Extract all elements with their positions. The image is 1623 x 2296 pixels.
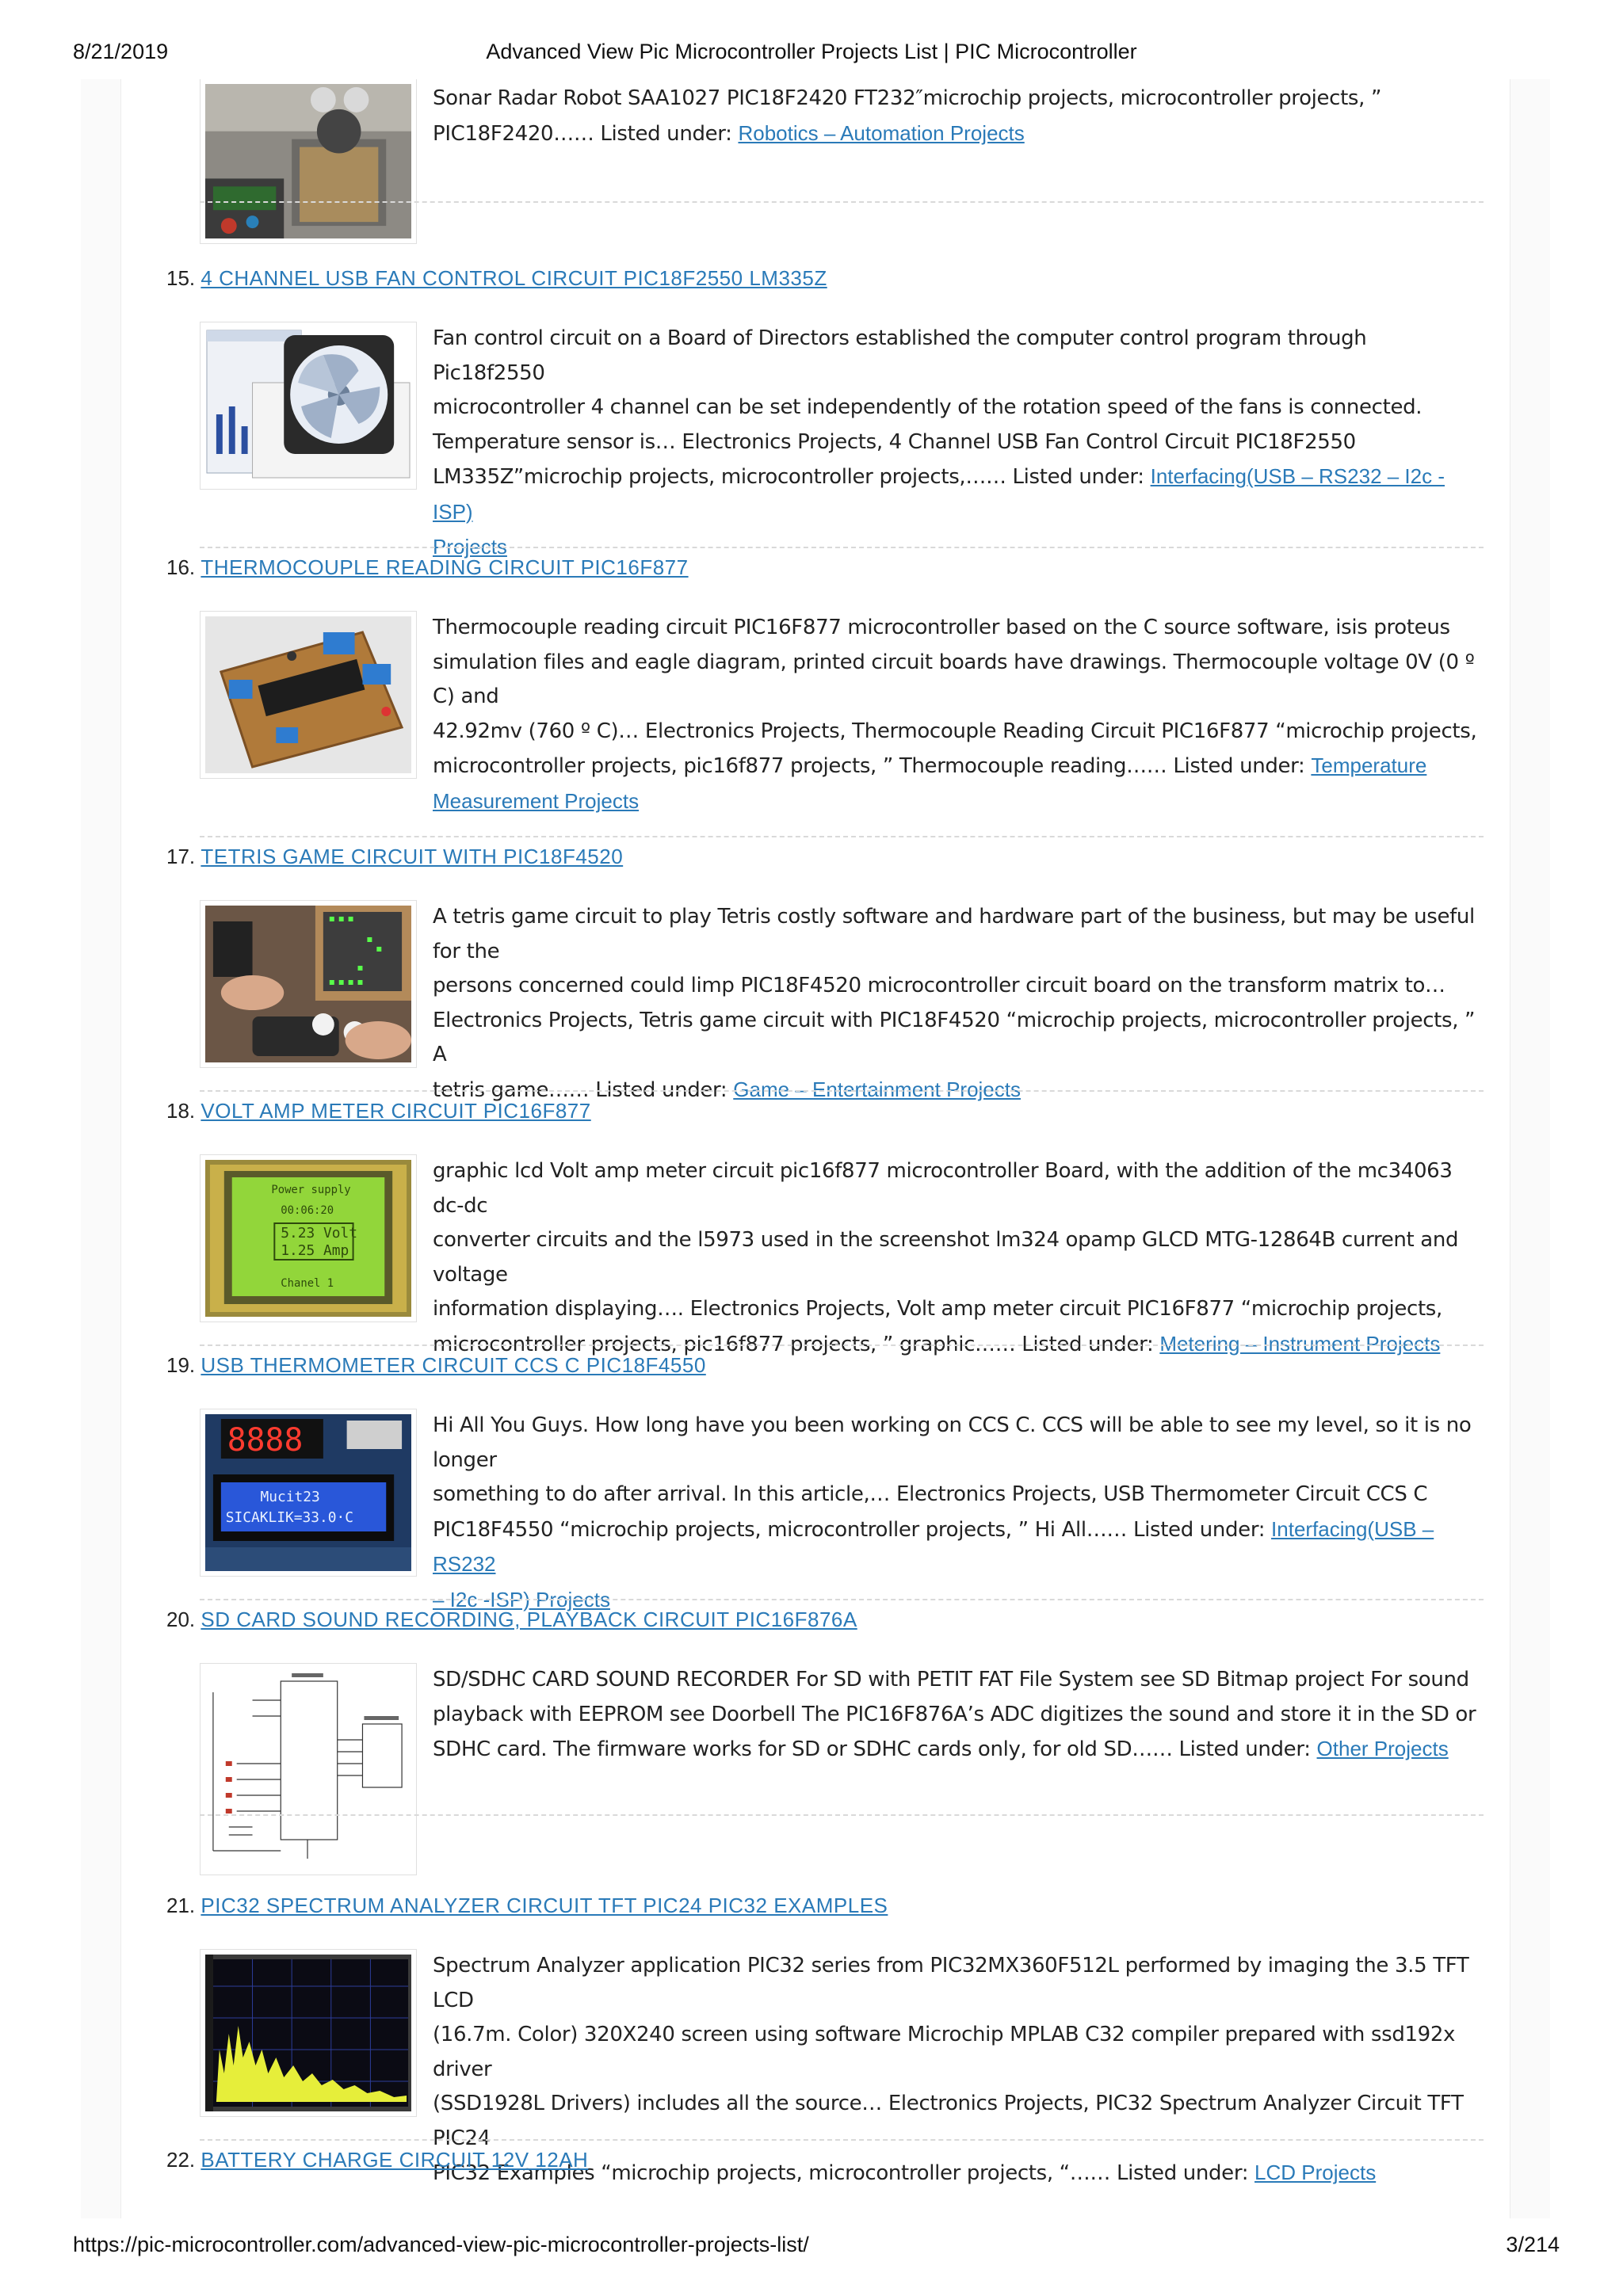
item-description-volt-amp: graphic lcd Volt amp meter circuit pic16f877 microcontroller Board, with the addition of the mc34063 dc-dc converter circuits and the l5973 used in the screenshot lm324 opamp GLCD MTG-12864B current and voltage information displaying…. Electronics Projects, Volt amp meter circuit PIC16F877 “microchip projects, microcontroller projects, pic16f877 projects, ” graphic…… Listed under: Metering – Instrument Projects (433, 1159, 1459, 1356)
list-item-title-16: 16. THERMOCOUPLE READING CIRCUIT PIC16F877 (166, 555, 689, 579)
item-thumbnail-sd-card[interactable] (200, 1663, 417, 1875)
project-link-battery-charge[interactable]: BATTERY CHARGE CIRCUIT 12V 12AH (200, 2148, 589, 2172)
page-number: 3/214 (1506, 2233, 1560, 2256)
sonar-robot-photo (205, 84, 411, 238)
project-link-sd-card-sound[interactable]: SD CARD SOUND RECORDING, PLAYBACK CIRCUIT PIC16F876A (200, 1608, 857, 1631)
list-item-title-22: 22. BATTERY CHARGE CIRCUIT 12V 12AH (166, 2148, 589, 2172)
list-item-title-15: 15. 4 CHANNEL USB FAN CONTROL CIRCUIT PIC18F2550 LM335Z (166, 266, 827, 290)
item-description-thermocouple: Thermocouple reading circuit PIC16F877 microcontroller based on the C source software, isis proteus simulation files and eagle diagram, printed circuit boards have drawings. Thermocouple voltage 0V (0 º C) and 42.92mv (760 º C)… Electronics Projects, Thermocouple Reading Circuit PIC16F877 “microchip projects, microcontroller projects, pic16f877 projects, ” Thermocouple reading…… Listed under: Temperature Measurement Projects (433, 616, 1477, 813)
print-title: Advanced View Pic Microcontroller Projects List | PIC Microcontroller (486, 40, 1137, 63)
glcd-volt-amp-photo (205, 1160, 411, 1317)
lcd-text: 1.25 Amp (281, 1241, 349, 1260)
category-link-interfacing-cont[interactable]: – I2c -ISP) Projects (433, 1587, 610, 1611)
item-thumbnail-tetris[interactable] (200, 900, 417, 1068)
project-link-usb-fan-control[interactable]: 4 CHANNEL USB FAN CONTROL CIRCUIT PIC18F2550 LM335Z (200, 266, 827, 290)
lcd-text: Mucit23 (260, 1488, 320, 1506)
lcd-text: SICAKLIK=33.0·C (225, 1508, 354, 1527)
list-item-title-19: 19. USB THERMOMETER CIRCUIT CCS C PIC18F4550 (166, 1353, 706, 1377)
project-link-tetris[interactable]: TETRIS GAME CIRCUIT WITH PIC18F4520 (200, 845, 624, 868)
seven-segment-digits: 8888 (227, 1421, 304, 1459)
category-link-temperature-cont[interactable]: Measurement Projects (433, 788, 640, 813)
project-link-usb-thermometer[interactable]: USB THERMOMETER CIRCUIT CCS C PIC18F4550 (200, 1353, 706, 1377)
item-description-usb-thermometer: Hi All You Guys. How long have you been working on CCS C. CCS will be able to see my level, so it is no longer something to do after arrival. In this article,… Electronics Projects, USB Thermometer Circuit CCS C PIC18F4550 “microchip projects, microcontroller projects, ” Hi All…… Listed under: Interfacing(USB – RS232 – I2c -ISP) Projects (433, 1413, 1472, 1611)
divider (200, 1599, 1484, 1600)
category-link-interfacing[interactable]: Interfacing(USB – RS232 (433, 1516, 1434, 1576)
list-item-title-21: 21. PIC32 SPECTRUM ANALYZER CIRCUIT TFT PIC24 PIC32 EXAMPLES (166, 1894, 888, 1917)
item-thumbnail-thermocouple[interactable] (200, 611, 417, 779)
divider (200, 201, 1484, 203)
item-thumbnail-usb-thermometer[interactable] (200, 1409, 417, 1577)
spectrum-analyzer-tft-photo (205, 1955, 411, 2111)
item-description-sonar-robot: Sonar Radar Robot SAA1027 PIC18F2420 FT232″microchip projects, microcontroller projects, ” PIC18F2420…… Listed under: Robotics – Automation Projects (433, 86, 1382, 146)
list-item-title-20: 20. SD CARD SOUND RECORDING, PLAYBACK CIRCUIT PIC16F876A (166, 1608, 857, 1631)
divider (200, 2139, 1484, 2141)
divider (200, 1814, 1484, 1816)
lcd-text: Chanel 1 (281, 1276, 334, 1291)
thermocouple-board-photo (205, 616, 411, 773)
category-link-game[interactable]: Game – Entertainment Projects (733, 1077, 1021, 1101)
print-url: https://pic-microcontroller.com/advanced-view-pic-microcontroller-projects-list/ (73, 2233, 809, 2256)
print-date: 8/21/2019 (73, 40, 169, 63)
list-item-title-18: 18. VOLT AMP METER CIRCUIT PIC16F877 (166, 1099, 591, 1123)
project-link-spectrum-analyzer[interactable]: PIC32 SPECTRUM ANALYZER CIRCUIT TFT PIC24 PIC32 EXAMPLES (200, 1894, 888, 1917)
print-header (0, 40, 1623, 71)
category-link-interfacing[interactable]: Interfacing(USB – RS232 – I2c -ISP) (433, 464, 1445, 524)
usb-thermometer-lcd-photo (205, 1414, 411, 1571)
item-description-tetris: A tetris game circuit to play Tetris costly software and hardware part of the business, but may be useful for the persons concerned could limp PIC18F4520 microcontroller circuit board on the transform matrix to… Electronics Projects, Tetris game circuit with PIC18F4520 “microchip projects, microcontroller projects, ” A tetris game…… Listed under: Game – Entertainment Projects (433, 905, 1476, 1102)
divider (200, 836, 1484, 837)
fan-software-screenshot (205, 327, 411, 484)
item-thumbnail-volt-amp[interactable] (200, 1154, 417, 1322)
item-description-spectrum-analyzer: Spectrum Analyzer application PIC32 series from PIC32MX360F512L performed by imaging the 3.5 TFT LCD (16.7m. Color) 320X240 screen using software Microchip MPLAB C32 compiler prepared with ssd192x driver (SSD1928L Drivers) includes all the source… Electronics Projects, PIC32 Spectrum Analyzer Circuit TFT PIC24 PIC32 Examples “microchip projects, microcontroller projects, “…… Listed under: LCD Projects (433, 1954, 1469, 2185)
item-description-usb-fan: Fan control circuit on a Board of Directors established the computer control program through Pic18f2550 microcontroller 4 channel can be set independently of the rotation speed of the fans is connected. Temperature sensor is… Electronics Projects, 4 Channel USB Fan Control Circuit PIC18F2550 LM335Z”microchip projects, microcontroller projects,…… Listed under: Interfacing(USB – RS232 – I2c -ISP) Projects (433, 326, 1445, 559)
divider (200, 1090, 1484, 1092)
divider (200, 547, 1484, 548)
divider (200, 1344, 1484, 1346)
list-item-title-17: 17. TETRIS GAME CIRCUIT WITH PIC18F4520 (166, 845, 624, 868)
item-description-sd-card: SD/SDHC CARD SOUND RECORDER For SD with PETIT FAT File System see SD Bitmap project For sound playback with EEPROM see Doorbell The PIC16F876A’s ADC digitizes the sound and store it in the SD or SDHC card. The firmware works for SD or SDHC cards only, for old SD…… Listed under: Other Projects (433, 1668, 1476, 1761)
lcd-text: 5.23 Volt (281, 1224, 358, 1242)
lcd-text: 00:06:20 (281, 1203, 334, 1218)
category-link-temperature[interactable]: Temperature (1311, 753, 1427, 777)
item-thumbnail-spectrum-analyzer[interactable] (200, 1949, 417, 2117)
project-link-thermocouple[interactable]: THERMOCOUPLE READING CIRCUIT PIC16F877 (200, 555, 689, 579)
tetris-led-matrix-photo (205, 906, 411, 1062)
print-footer (0, 2233, 1623, 2264)
category-link-metering[interactable]: Metering – Instrument Projects (1159, 1331, 1441, 1356)
item-thumbnail-sonar-robot[interactable] (200, 79, 417, 244)
category-link-lcd[interactable]: LCD Projects (1254, 2161, 1377, 2184)
item-thumbnail-usb-fan[interactable] (200, 322, 417, 490)
sd-card-schematic (205, 1669, 411, 1870)
project-link-volt-amp-meter[interactable]: VOLT AMP METER CIRCUIT PIC16F877 (200, 1099, 591, 1123)
category-link-other[interactable]: Other Projects (1316, 1737, 1449, 1760)
category-link-robotics[interactable]: Robotics – Automation Projects (738, 120, 1025, 145)
category-link-interfacing-cont[interactable]: Projects (433, 535, 507, 559)
lcd-text: Power supply (271, 1183, 351, 1197)
